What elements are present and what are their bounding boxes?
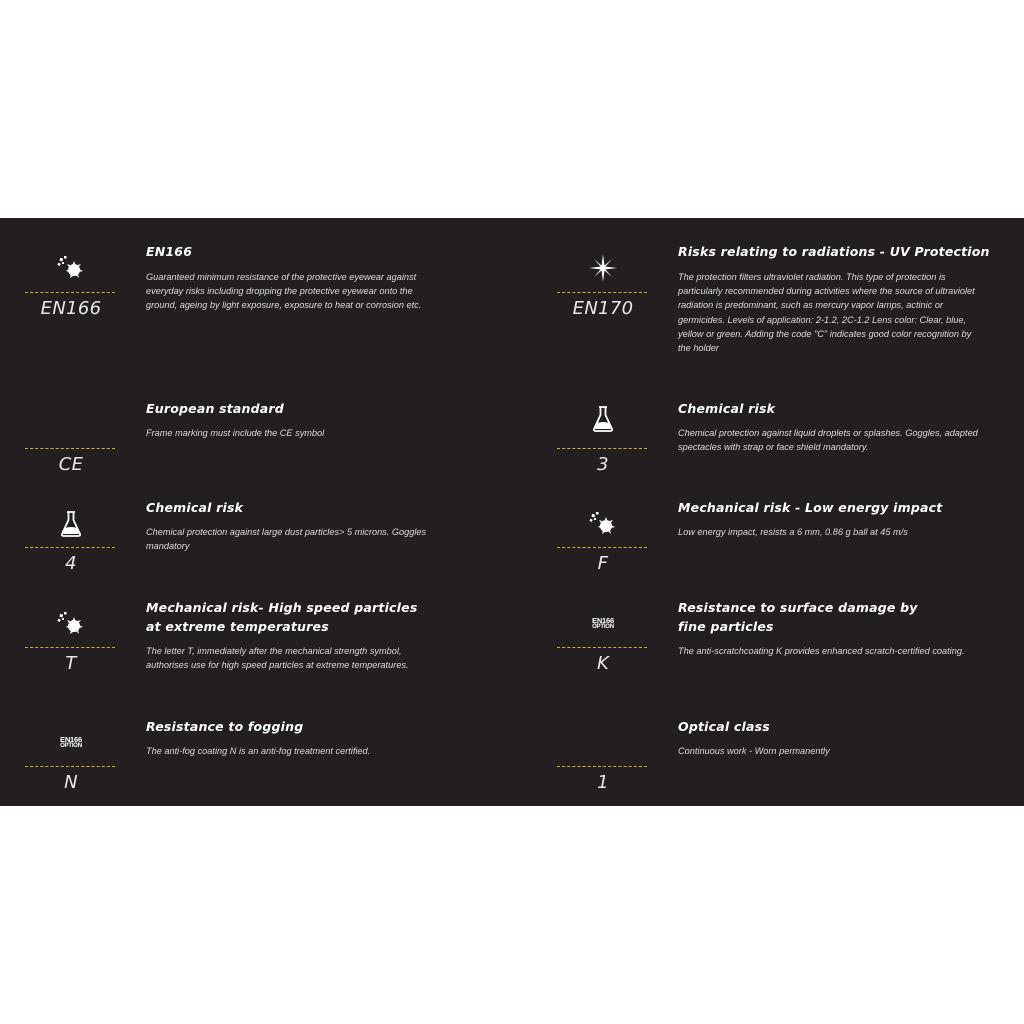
standard-title: Optical class xyxy=(678,719,770,734)
en166-option-icon xyxy=(30,717,112,769)
standard-description: Low energy impact, resists a 6 mm, 0.86 g ball at 45 m/s xyxy=(678,527,908,537)
impact-burst-icon xyxy=(562,498,644,550)
standard-code: N xyxy=(64,772,78,793)
standard-title: Chemical risk xyxy=(146,500,244,515)
standard-title: Resistance to fogging xyxy=(146,719,304,734)
standards-panel xyxy=(0,218,1024,806)
standard-description: Chemical protection against large dust particles> 5 microns. Goggles mandatory xyxy=(146,527,427,552)
standard-title: Mechanical risk - Low energy impact xyxy=(678,500,943,515)
standard-title: European standard xyxy=(146,401,284,416)
standard-title: Mechanical risk- High speed particles at extreme temperatures xyxy=(146,600,418,634)
divider-line xyxy=(25,448,115,449)
chemical-flask-icon xyxy=(562,393,644,445)
standard-code: 1 xyxy=(597,772,609,793)
standard-title: Risks relating to radiations - UV Protection xyxy=(678,244,990,259)
standard-code: 3 xyxy=(597,454,609,475)
standard-code: EN170 xyxy=(572,298,634,319)
standard-description: Continuous work - Worn permanently xyxy=(678,746,830,756)
divider-line xyxy=(25,547,115,548)
standard-title: Resistance to surface damage by fine particles xyxy=(678,600,918,634)
standard-description: Guaranteed minimum resistance of the protective eyewear against everyday risks including dropping the protective eyewear onto the ground, ageing by light exposure, exposure to heat or corrosion etc. xyxy=(146,272,422,311)
standard-code: EN166 xyxy=(40,298,102,319)
divider-line xyxy=(557,766,647,767)
en166-option-icon xyxy=(562,598,644,650)
impact-burst-icon xyxy=(30,242,112,294)
standard-code: CE xyxy=(58,454,84,475)
standard-code: F xyxy=(597,553,609,574)
standard-title: Chemical risk xyxy=(678,401,776,416)
chemical-flask-icon xyxy=(30,498,112,550)
en166-icon-label: EN166 xyxy=(592,616,614,625)
divider-line xyxy=(25,766,115,767)
option-icon-label: OPTION xyxy=(60,743,82,749)
option-icon-label: OPTION xyxy=(592,624,614,630)
en166-icon-label: EN166 xyxy=(60,735,82,744)
standard-description: The anti-fog coating N is an anti-fog treatment certified. xyxy=(146,746,371,756)
standard-title: EN166 xyxy=(146,244,193,259)
standard-code: 4 xyxy=(65,553,77,574)
divider-line xyxy=(25,647,115,648)
divider-line xyxy=(557,292,647,293)
divider-line xyxy=(557,647,647,648)
radiation-star-icon xyxy=(562,242,644,294)
standard-description: Frame marking must include the CE symbol xyxy=(146,428,325,438)
impact-burst-icon xyxy=(30,598,112,650)
standard-description: Chemical protection against liquid droplets or splashes. Goggles, adapted spectacles with strap or face shield mandatory. xyxy=(678,428,978,453)
divider-line xyxy=(557,448,647,449)
standard-description: The protection filters ultraviolet radiation. This type of protection is particularly recommended during activities where the source of ultraviolet radiation is predominant, such as mercury vapor lamps, actinic or germicides. Levels of application: 2-1.2, 2C-1.2 Lens color: Clear, blue, yellow or green. Adding the code "C" indicates good color recognition by the holder xyxy=(678,272,975,354)
standard-code: T xyxy=(65,653,77,674)
divider-line xyxy=(25,292,115,293)
standard-description: The anti-scratchcoating K provides enhanced scratch-certified coating. xyxy=(678,646,965,656)
divider-line xyxy=(557,547,647,548)
standard-description: The letter T, immediately after the mechanical strength symbol, authorises use for high speed particles at extreme temperatures. xyxy=(146,646,409,671)
standard-code: K xyxy=(596,653,610,674)
